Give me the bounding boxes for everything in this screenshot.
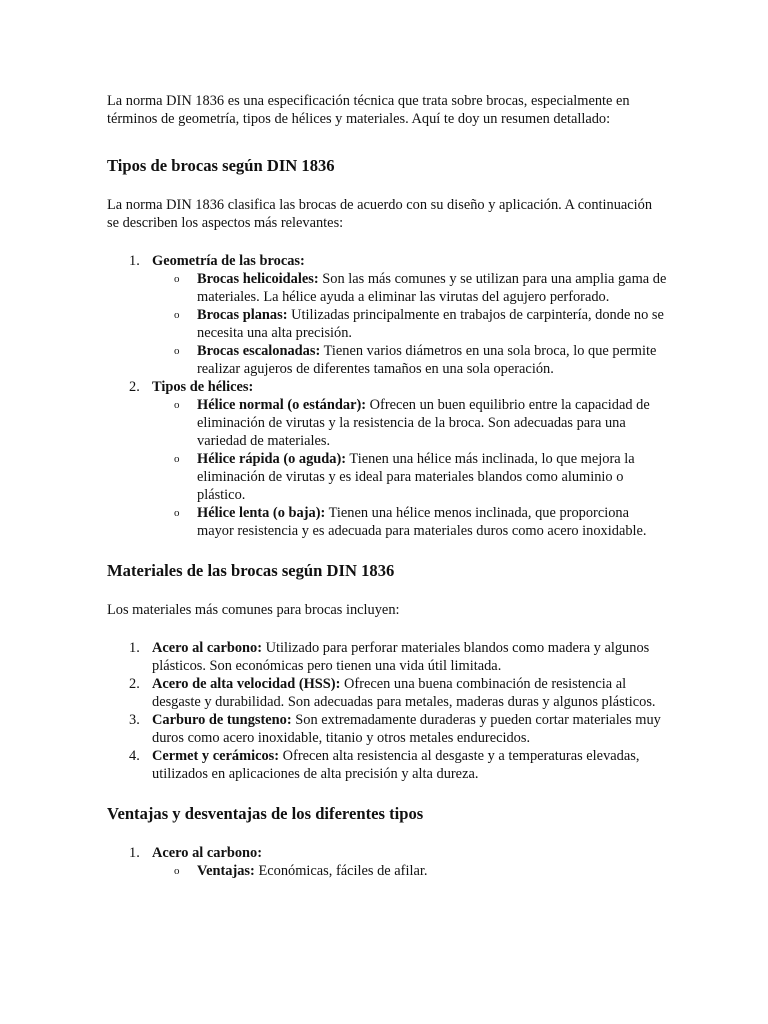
list-item-label: Tipos de hélices: — [152, 379, 254, 395]
section-paragraph: La norma DIN 1836 clasifica las brocas de acuerdo con su diseño y aplicación. A continuación se describen los aspectos más relevantes: — [107, 197, 653, 231]
section-heading: Tipos de brocas según DIN 1836 — [107, 156, 335, 175]
list-item-text: Económicas, fáciles de afilar. — [254, 863, 428, 879]
section-heading: Ventajas y desventajas de los diferentes tipos — [107, 804, 424, 823]
list-item-text: Ofrecen un buen equilibrio entre la capacidad de eliminación de virutas y la resistencia de la broca. Son adecuadas para una variedad de materiales. — [197, 397, 650, 449]
list-item-text: Son extremadamente duraderas y pueden cortar materiales muy duros como acero inoxidable, titanio y otros metales endurecidos. — [152, 712, 661, 746]
list-item — [107, 639, 667, 675]
list-number: 2. — [129, 379, 140, 395]
list-item-text: Tienen varios diámetros en una sola broca, lo que permite realizar agujeros de diferentes tamaños en una sola operación. — [197, 343, 657, 377]
list-item — [152, 862, 667, 880]
list-item-label: Cermet y cerámicos: — [152, 748, 280, 764]
list-item — [107, 747, 667, 783]
bullet-icon: o — [174, 309, 180, 321]
list-item-label: Ventajas: — [197, 863, 255, 879]
section-heading: Materiales de las brocas según DIN 1836 — [107, 561, 395, 580]
list-item — [152, 270, 667, 306]
list-item — [152, 342, 667, 378]
numbered-list — [107, 252, 667, 540]
list-item-text: Utilizado para perforar materiales blandos como madera y algunos plásticos. Son económicas pero tienen una vida útil limitada. — [152, 640, 650, 674]
bullet-list — [152, 396, 667, 540]
list-item-text: Ofrecen una buena combinación de resistencia al desgaste y durabilidad. Son adecuadas para metales, maderas duras y algunos plásticos. — [152, 676, 656, 710]
bullet-icon: o — [174, 507, 180, 519]
bullet-list — [152, 270, 667, 378]
list-item-label: Acero al carbono: — [152, 845, 263, 861]
list-number: 1. — [129, 845, 140, 861]
intro-paragraph: La norma DIN 1836 es una especificación técnica que trata sobre brocas, especialmente en términos de geometría, tipos de hélices y materiales. Aquí te doy un resumen detallado: — [107, 93, 630, 127]
list-item — [107, 252, 667, 378]
list-item — [107, 711, 667, 747]
list-item — [152, 306, 667, 342]
list-item-label: Carburo de tungsteno: — [152, 712, 292, 728]
section-materiales — [107, 561, 667, 783]
bullet-icon: o — [174, 273, 180, 285]
list-item — [152, 450, 667, 504]
section-ventajas — [107, 804, 667, 880]
section-paragraph: Los materiales más comunes para brocas incluyen: — [107, 602, 400, 618]
list-number: 3. — [129, 712, 140, 728]
list-item — [107, 844, 667, 880]
section-tipos-de-brocas — [107, 156, 667, 540]
bullet-icon: o — [174, 399, 180, 411]
bullet-list — [152, 862, 667, 880]
list-number: 1. — [129, 640, 140, 656]
bullet-icon: o — [174, 865, 180, 877]
list-number: 4. — [129, 748, 140, 764]
list-item-label: Geometría de las brocas: — [152, 253, 305, 269]
document-body — [107, 92, 667, 901]
list-item — [152, 396, 667, 450]
bullet-icon: o — [174, 345, 180, 357]
list-item-label: Acero al carbono: — [152, 640, 263, 656]
list-item-text: Tienen una hélice menos inclinada, que proporciona mayor resistencia y es adecuada para materiales duros como acero inoxidable. — [197, 505, 647, 539]
bullet-icon: o — [174, 453, 180, 465]
list-item-label: Hélice lenta (o baja): — [197, 505, 326, 521]
list-item-text: Tienen una hélice más inclinada, lo que mejora la eliminación de virutas y es ideal para materiales blandos como aluminio o plástico. — [197, 451, 635, 503]
list-item-label: Brocas helicoidales: — [197, 271, 319, 287]
list-number: 1. — [129, 253, 140, 269]
list-item — [152, 504, 667, 540]
list-item-label: Hélice normal (o estándar): — [197, 397, 367, 413]
list-item-label: Hélice rápida (o aguda): — [197, 451, 347, 467]
list-item — [107, 378, 667, 540]
numbered-list — [107, 639, 667, 783]
list-item-text: Ofrecen alta resistencia al desgaste y a temperaturas elevadas, utilizados en aplicaciones de alta precisión y alta dureza. — [152, 748, 640, 782]
numbered-list — [107, 844, 667, 880]
list-item-label: Brocas escalonadas: — [197, 343, 321, 359]
list-item-label: Acero de alta velocidad (HSS): — [152, 676, 341, 692]
list-number: 2. — [129, 676, 140, 692]
list-item — [107, 675, 667, 711]
list-item-text: Son las más comunes y se utilizan para una amplia gama de materiales. La hélice ayuda a eliminar las virutas del agujero perforado. — [197, 271, 667, 305]
list-item-text: Utilizadas principalmente en trabajos de carpintería, donde no se necesita una alta precisión. — [197, 307, 664, 341]
list-item-label: Brocas planas: — [197, 307, 288, 323]
